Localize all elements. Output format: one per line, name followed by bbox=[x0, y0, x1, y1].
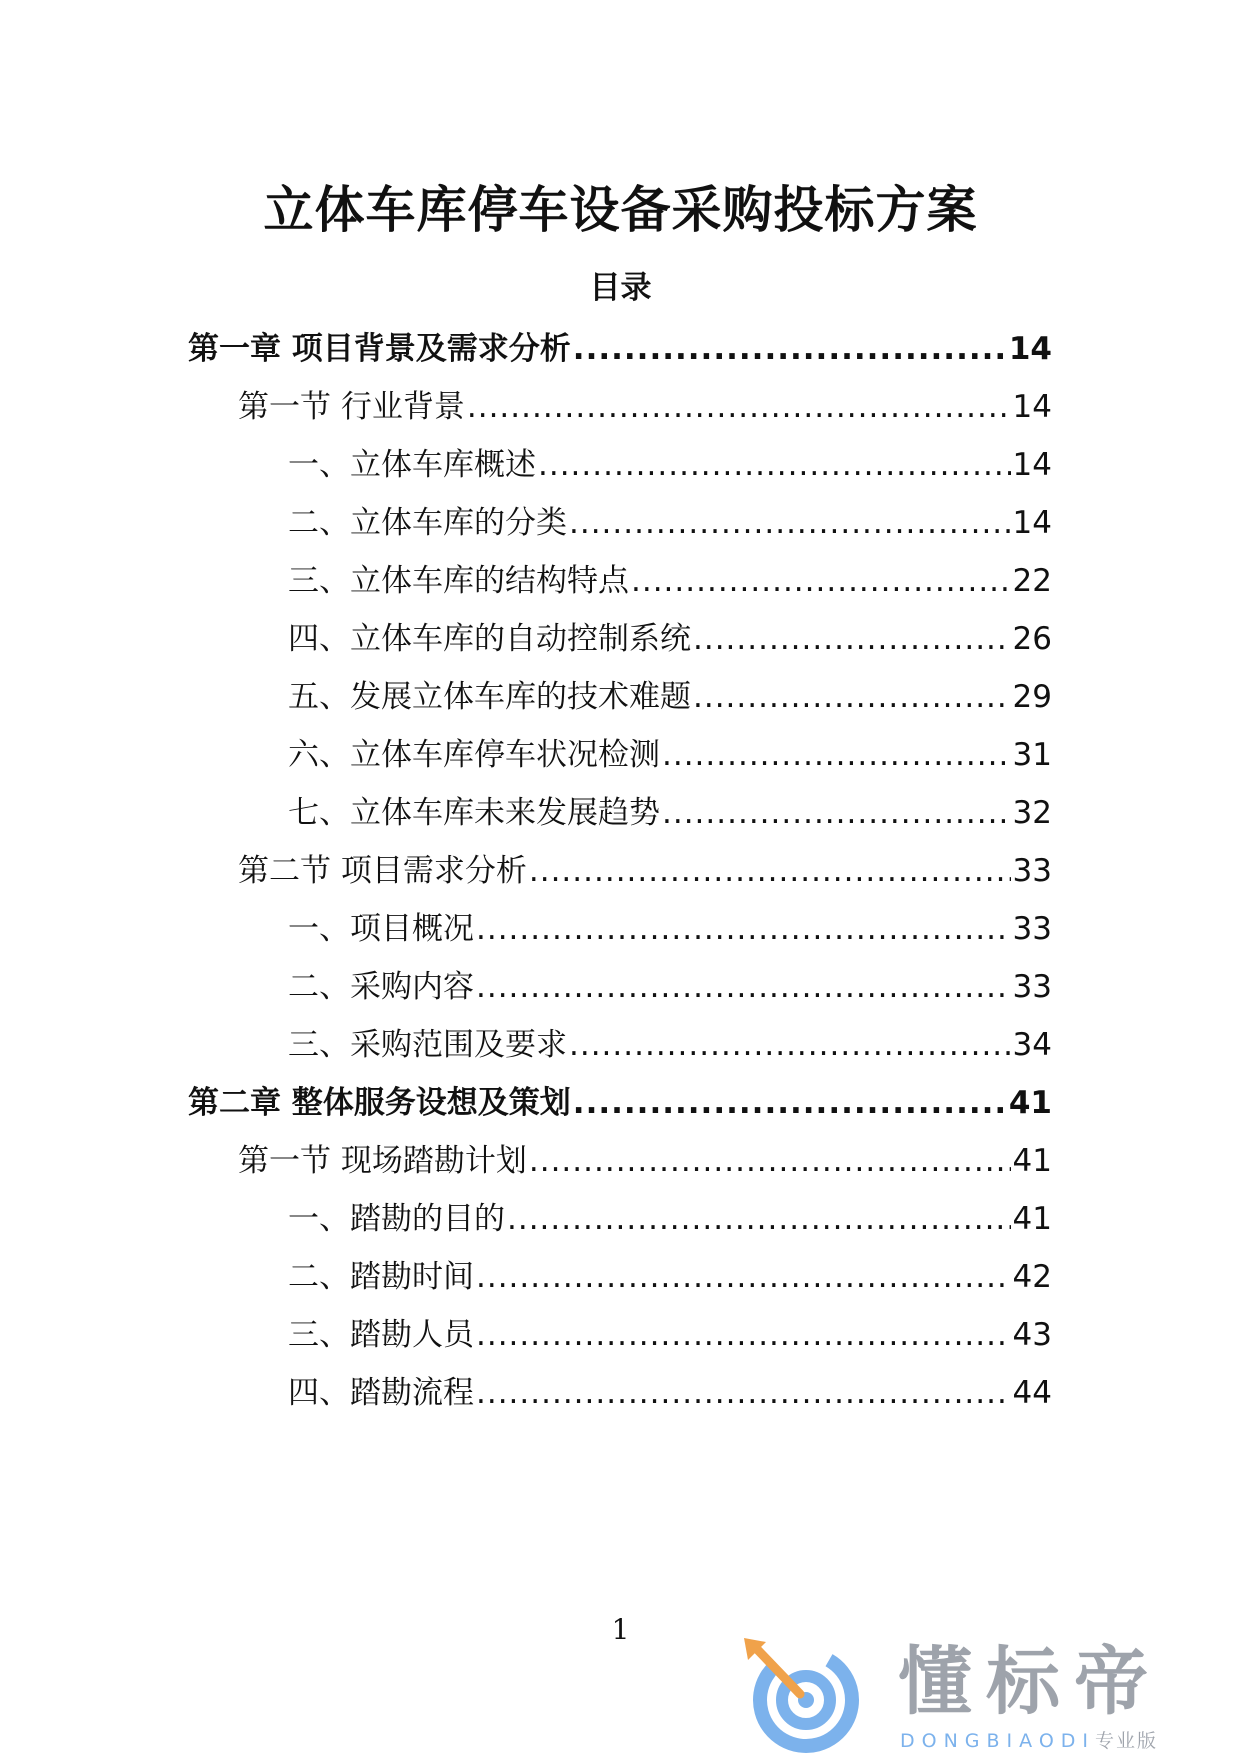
toc-section-entry[interactable] bbox=[238, 1139, 1052, 1183]
toc-dot-leader bbox=[569, 1023, 1011, 1067]
toc-entry-page: 33 bbox=[1012, 911, 1052, 947]
toc-section-entry[interactable] bbox=[238, 385, 1052, 429]
toc-entry-page: 34 bbox=[1012, 1027, 1052, 1063]
page-number: 1 bbox=[611, 1613, 630, 1646]
toc-dot-leader bbox=[476, 1255, 1011, 1299]
toc-dot-leader bbox=[476, 965, 1011, 1009]
toc-entry-label: 四、踏勘流程 bbox=[288, 1375, 474, 1411]
toc-dot-leader bbox=[573, 327, 1007, 371]
toc-entry-page: 33 bbox=[1012, 853, 1052, 889]
toc-dot-leader bbox=[529, 1139, 1011, 1183]
toc-entry-label: 二、立体车库的分类 bbox=[288, 505, 567, 541]
toc-subsection-entry[interactable] bbox=[288, 1313, 1052, 1357]
toc-entry-label: 二、踏勘时间 bbox=[288, 1259, 474, 1295]
toc-dot-leader bbox=[476, 1371, 1011, 1415]
toc-dot-leader bbox=[529, 849, 1011, 893]
toc-subsection-entry[interactable] bbox=[288, 1197, 1052, 1241]
toc-entry-page: 14 bbox=[1012, 447, 1052, 483]
watermark-edition: 专业版 bbox=[1095, 1730, 1159, 1752]
toc-entry-page: 42 bbox=[1012, 1259, 1052, 1295]
toc-entry-label: 六、立体车库停车状况检测 bbox=[288, 737, 660, 773]
toc-subsection-entry[interactable] bbox=[288, 791, 1052, 835]
toc-entry-label: 三、采购范围及要求 bbox=[288, 1027, 567, 1063]
toc-subsection-entry[interactable] bbox=[288, 501, 1052, 545]
toc-subsection-entry[interactable] bbox=[288, 1023, 1052, 1067]
toc-subsection-entry[interactable] bbox=[288, 907, 1052, 951]
toc-entry-page: 33 bbox=[1012, 969, 1052, 1005]
toc-subsection-entry[interactable] bbox=[288, 675, 1052, 719]
toc-entry-label: 三、踏勘人员 bbox=[288, 1317, 474, 1353]
toc-entry-page: 31 bbox=[1012, 737, 1052, 773]
toc-entry-page: 44 bbox=[1012, 1375, 1052, 1411]
toc-dot-leader bbox=[631, 559, 1011, 603]
toc-entry-label: 第一节 行业背景 bbox=[238, 389, 465, 425]
toc-entry-page: 14 bbox=[1008, 331, 1052, 367]
toc-subsection-entry[interactable] bbox=[288, 1255, 1052, 1299]
toc-entry-label: 第一节 现场踏勘计划 bbox=[238, 1143, 527, 1179]
toc-entry-label: 四、立体车库的自动控制系统 bbox=[288, 621, 691, 657]
toc-subsection-entry[interactable] bbox=[288, 443, 1052, 487]
toc-entry-label: 七、立体车库未来发展趋势 bbox=[288, 795, 660, 831]
toc-entry-page: 41 bbox=[1008, 1085, 1052, 1121]
toc-entry-page: 29 bbox=[1012, 679, 1052, 715]
toc-dot-leader bbox=[467, 385, 1011, 429]
toc-entry-label: 第二章 整体服务设想及策划 bbox=[188, 1085, 571, 1121]
toc-entry-label: 三、立体车库的结构特点 bbox=[288, 563, 629, 599]
watermark-subtitle bbox=[900, 1730, 1158, 1752]
toc-entry-page: 14 bbox=[1012, 505, 1052, 541]
toc-entry-label: 一、踏勘的目的 bbox=[288, 1201, 505, 1237]
toc-entry-page: 43 bbox=[1012, 1317, 1052, 1353]
toc-entry-label: 五、发展立体车库的技术难题 bbox=[288, 679, 691, 715]
toc-entry-page: 32 bbox=[1012, 795, 1052, 831]
toc-entry-page: 22 bbox=[1012, 563, 1052, 599]
toc-entry-label: 二、采购内容 bbox=[288, 969, 474, 1005]
toc-dot-leader bbox=[507, 1197, 1011, 1241]
target-arrow-icon bbox=[740, 1638, 870, 1754]
toc-entry-label: 一、立体车库概述 bbox=[288, 447, 536, 483]
toc-subsection-entry[interactable] bbox=[288, 559, 1052, 603]
toc-dot-leader bbox=[662, 791, 1011, 835]
brand-watermark bbox=[740, 1638, 1240, 1754]
toc-chapter-entry[interactable] bbox=[188, 327, 1052, 371]
toc-entry-label: 第二节 项目需求分析 bbox=[238, 853, 527, 889]
watermark-brand-text: 懂标帝 bbox=[898, 1639, 1162, 1725]
document-title: 立体车库停车设备采购投标方案 bbox=[263, 181, 978, 239]
toc-dot-leader bbox=[693, 675, 1011, 719]
toc-entry-page: 14 bbox=[1012, 389, 1052, 425]
watermark-latin: DONGBIAODI bbox=[900, 1730, 1096, 1752]
toc-section-entry[interactable] bbox=[238, 849, 1052, 893]
toc-subsection-entry[interactable] bbox=[288, 965, 1052, 1009]
toc-dot-leader bbox=[569, 501, 1011, 545]
toc-dot-leader bbox=[573, 1081, 1007, 1125]
toc-chapter-entry[interactable] bbox=[188, 1081, 1052, 1125]
toc-dot-leader bbox=[476, 907, 1011, 951]
toc-entry-page: 41 bbox=[1012, 1201, 1052, 1237]
toc-heading: 目录 bbox=[589, 270, 652, 306]
toc-dot-leader bbox=[693, 617, 1011, 661]
toc-dot-leader bbox=[662, 733, 1011, 777]
toc-subsection-entry[interactable] bbox=[288, 617, 1052, 661]
toc-subsection-entry[interactable] bbox=[288, 1371, 1052, 1415]
toc-subsection-entry[interactable] bbox=[288, 733, 1052, 777]
toc-entry-label: 第一章 项目背景及需求分析 bbox=[188, 331, 571, 367]
toc-entry-page: 41 bbox=[1012, 1143, 1052, 1179]
toc-dot-leader bbox=[476, 1313, 1011, 1357]
toc-entry-page: 26 bbox=[1012, 621, 1052, 657]
toc-entry-label: 一、项目概况 bbox=[288, 911, 474, 947]
toc-dot-leader bbox=[538, 443, 1011, 487]
